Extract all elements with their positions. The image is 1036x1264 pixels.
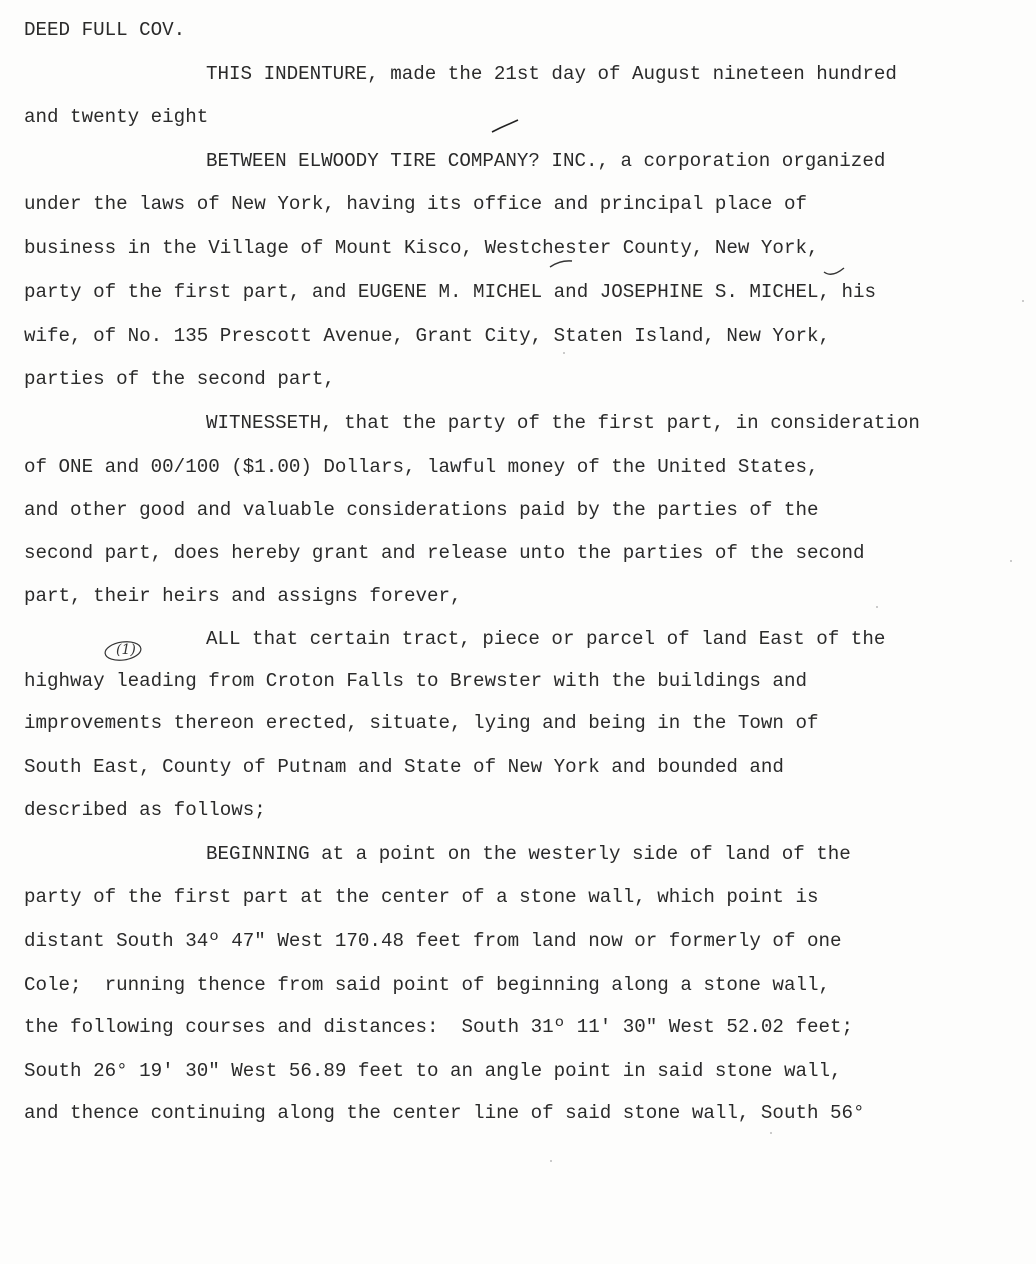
text-line-13: part, their heirs and assigns forever, bbox=[24, 585, 462, 607]
scan-speck bbox=[1010, 560, 1012, 562]
text-line-21: distant South 34º 47" West 170.48 feet from land now or formerly of one bbox=[24, 930, 842, 952]
text-line-18: described as follows; bbox=[24, 799, 266, 821]
scan-speck bbox=[563, 352, 565, 354]
text-line-15: highway leading from Croton Falls to Brewster with the buildings and bbox=[24, 670, 807, 692]
text-line-25: and thence continuing along the center line of said stone wall, South 56° bbox=[24, 1102, 865, 1124]
text-line-17: South East, County of Putnam and State of New York and bounded and bbox=[24, 756, 784, 778]
margin-note-text: (1) bbox=[116, 642, 136, 658]
tick-mark-icon bbox=[822, 264, 846, 278]
text-line-4: under the laws of New York, having its office and principal place of bbox=[24, 193, 807, 215]
text-line-11: and other good and valuable considerations paid by the parties of the bbox=[24, 499, 819, 521]
text-line-10: of ONE and 00/100 ($1.00) Dollars, lawful money of the United States, bbox=[24, 456, 819, 478]
text-line-16: improvements thereon erected, situate, lying and being in the Town of bbox=[24, 712, 819, 734]
text-line-5: business in the Village of Mount Kisco, Westchester County, New York, bbox=[24, 237, 819, 259]
text-line-9: WITNESSETH, that the party of the first part, in consideration bbox=[206, 412, 920, 434]
text-line-2: and twenty eight bbox=[24, 106, 209, 128]
text-line-8: parties of the second part, bbox=[24, 368, 335, 390]
text-line-24: South 26° 19' 30" West 56.89 feet to an angle point in said stone wall, bbox=[24, 1060, 842, 1082]
scan-speck bbox=[550, 1160, 552, 1162]
scan-speck bbox=[876, 606, 878, 608]
scan-speck bbox=[770, 1132, 772, 1134]
scan-speck bbox=[1022, 300, 1024, 302]
text-line-14: ALL that certain tract, piece or parcel of land East of the bbox=[206, 628, 886, 650]
text-line-22: Cole; running thence from said point of beginning along a stone wall, bbox=[24, 974, 831, 996]
margin-note-stamp bbox=[103, 640, 143, 662]
deed-heading: DEED FULL COV. bbox=[24, 19, 186, 41]
text-line-3: BETWEEN ELWOODY TIRE COMPANY? INC., a corporation organized bbox=[206, 150, 886, 172]
text-line-20: party of the first part at the center of a stone wall, which point is bbox=[24, 886, 819, 908]
text-line-7: wife, of No. 135 Prescott Avenue, Grant City, Staten Island, New York, bbox=[24, 325, 831, 347]
text-line-1: THIS INDENTURE, made the 21st day of August nineteen hundred bbox=[206, 63, 897, 85]
check-mark-icon bbox=[490, 118, 520, 136]
text-line-19: BEGINNING at a point on the westerly side of land of the bbox=[206, 843, 851, 865]
text-line-23: the following courses and distances: South 31º 11' 30" West 52.02 feet; bbox=[24, 1016, 854, 1038]
text-line-6: party of the first part, and EUGENE M. MICHEL and JOSEPHINE S. MICHEL, his bbox=[24, 281, 877, 303]
text-line-12: second part, does hereby grant and release unto the parties of the second bbox=[24, 542, 865, 564]
tick-mark-icon bbox=[548, 258, 574, 270]
